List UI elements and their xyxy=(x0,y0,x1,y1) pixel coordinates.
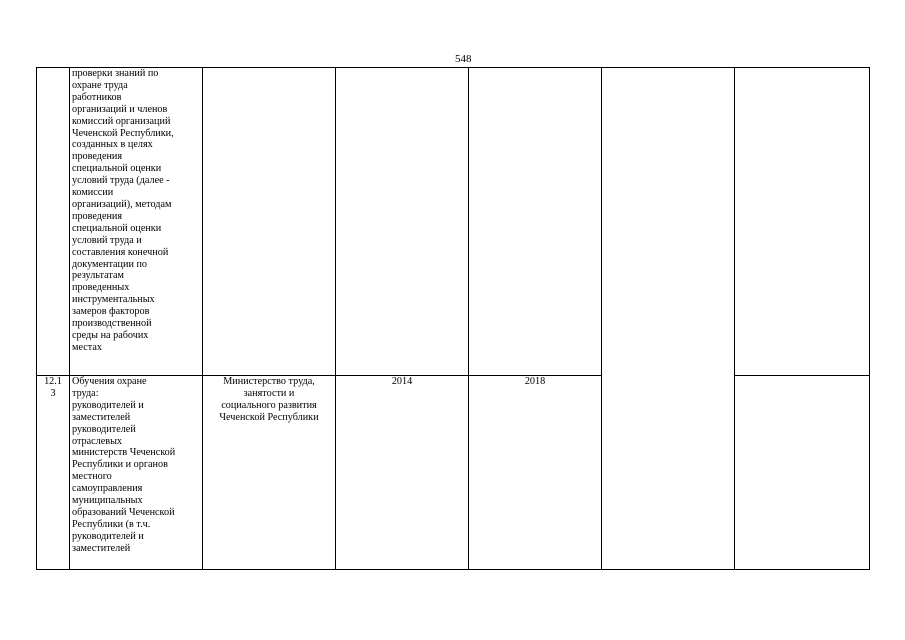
table-row xyxy=(37,68,870,376)
empty-cell xyxy=(735,68,870,376)
program-table xyxy=(36,67,870,570)
executor-cell: Министерство труда, занятости и социального развития Чеченской Республики xyxy=(203,376,336,570)
executor-cell xyxy=(203,68,336,376)
measure-name-cell: проверки знаний по охране труда работников организаций и членов комиссий организаций Чеченской Республики, созданных в целях проведения специальной оценки условий труда (далее - комиссии организаций), методам проведения специальной оценки условий труда и составления конечной документации по результатам проведенных инструментальных замеров факторов производственной среды на рабочих местах xyxy=(70,68,203,376)
measure-name-cell: Обучения охране труда: руководителей и заместителей руководителей отраслевых министерств Чеченской Республики и органов местного самоуправления муниципальных образований Чеченской Республики (в т.ч. руководителей и заместителей xyxy=(70,376,203,570)
end-year-cell: 2018 xyxy=(469,376,602,570)
row-number-cell xyxy=(37,68,70,376)
page-number: 548 xyxy=(455,53,472,65)
table-row xyxy=(37,376,870,570)
empty-cell xyxy=(735,376,870,570)
row-number-cell: 12.1 3 xyxy=(37,376,70,570)
empty-cell xyxy=(602,68,735,570)
start-year-cell: 2014 xyxy=(336,376,469,570)
end-year-cell xyxy=(469,68,602,376)
start-year-cell xyxy=(336,68,469,376)
